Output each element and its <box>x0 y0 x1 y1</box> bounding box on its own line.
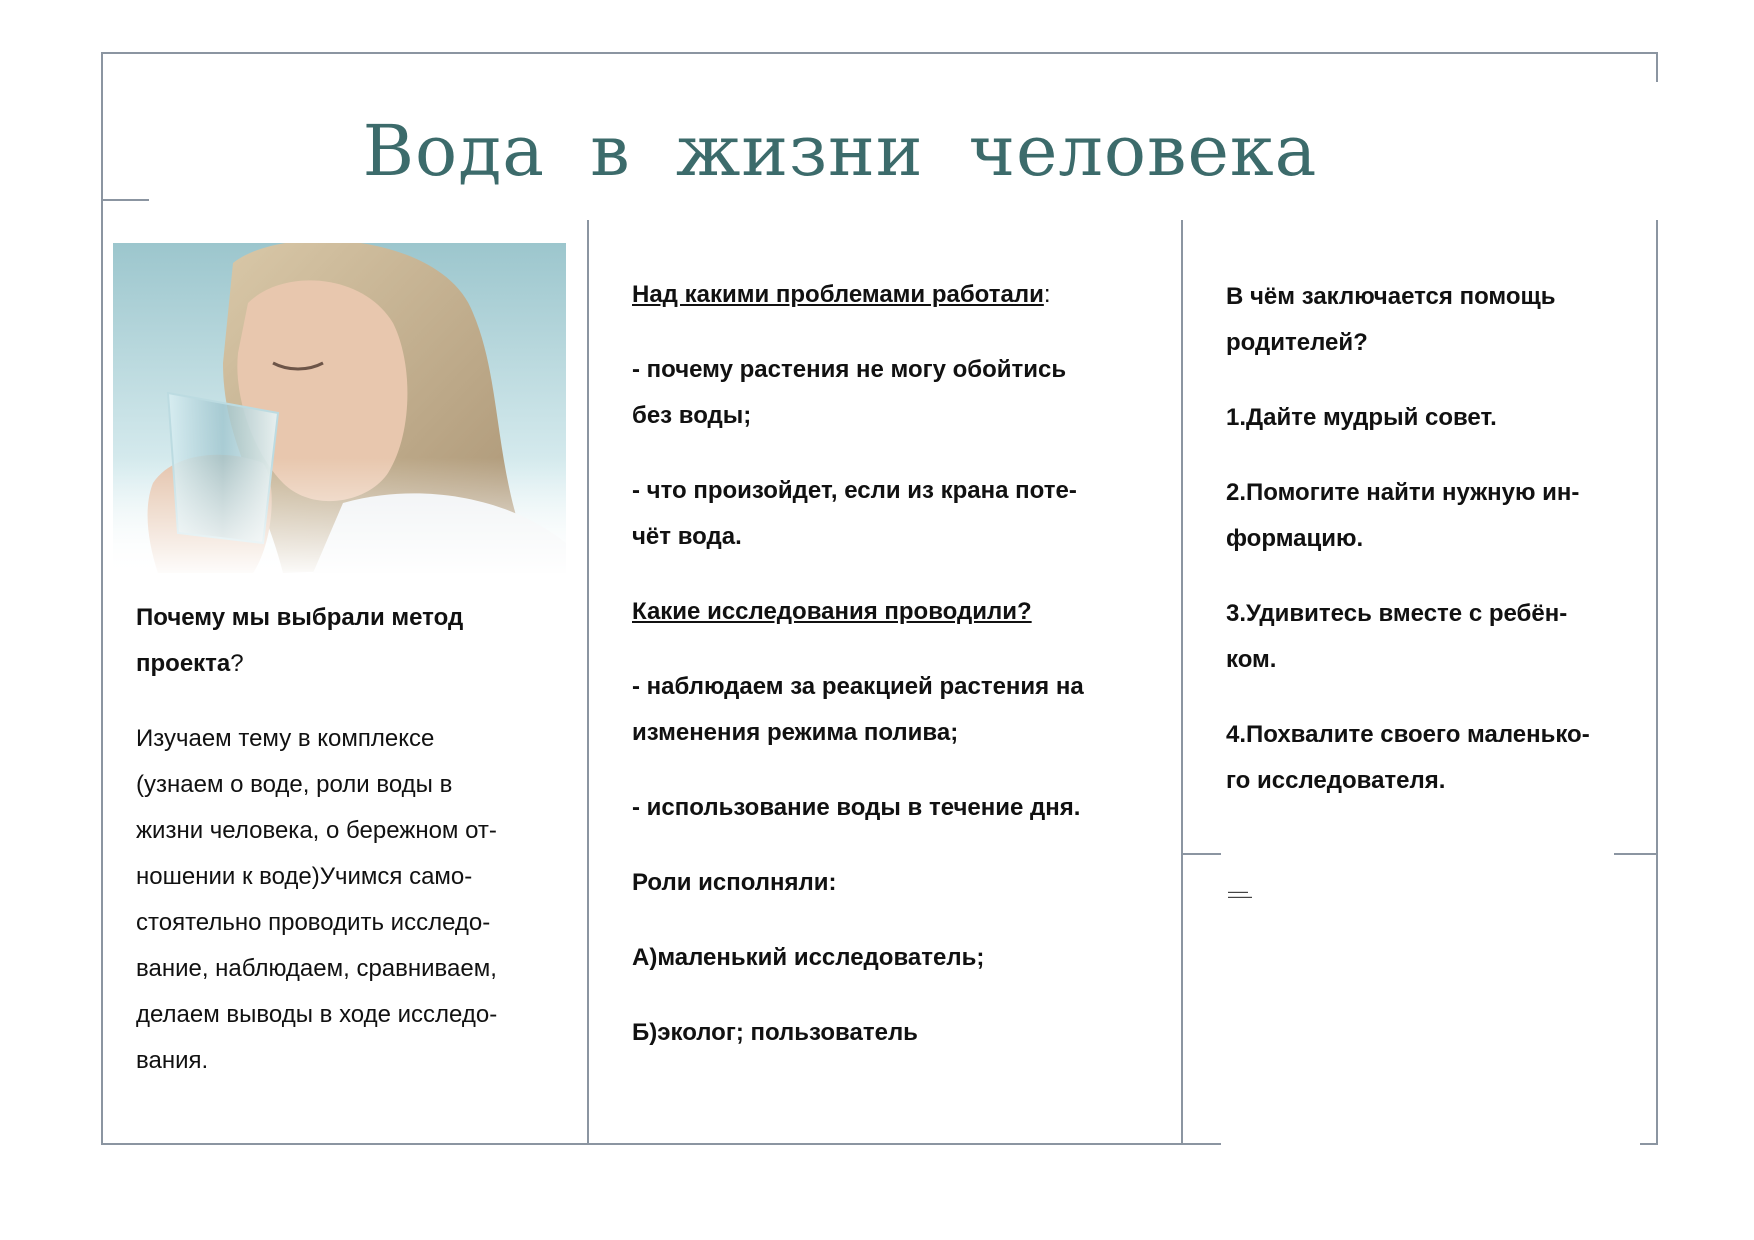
left-column <box>136 595 566 1113</box>
paragraph-line: вание, наблюдаем, сравниваем, <box>136 955 497 982</box>
tip-line: ком. <box>1226 646 1277 673</box>
parents-question <box>1226 274 1646 366</box>
right-column <box>1226 274 1646 833</box>
right-panel-line-left <box>1181 853 1221 855</box>
paragraph-line: делаем выводы в ходе исследо- <box>136 1001 498 1028</box>
tiny-footnote-mark: ▬▬▬▬▬ ▬▬▬▬▬▬ <box>1228 889 1252 899</box>
frame-left-line <box>101 52 103 1145</box>
question-line: родителей? <box>1226 329 1368 356</box>
problem-line: чёт вода. <box>632 523 742 550</box>
role-item: А)маленький исследователь; <box>632 944 985 971</box>
research-line: - наблюдаем за реакцией растения на <box>632 673 1084 700</box>
divider-right <box>1181 220 1183 1144</box>
method-paragraph <box>136 716 566 1084</box>
tip-line: формацию. <box>1226 525 1364 552</box>
tip-line: 1.Дайте мудрый совет. <box>1226 404 1497 431</box>
woman-drinking-water-photo <box>113 243 566 573</box>
role-item: Б)эколог; пользователь <box>632 1019 918 1046</box>
research-heading: Какие исследования проводили? <box>632 598 1032 625</box>
frame-bottom-line <box>101 1143 1221 1145</box>
method-question-text: Почему мы выбрали метод <box>136 604 464 631</box>
tip-line: 2.Помогите найти нужную ин- <box>1226 479 1580 506</box>
tip-line: 3.Удивитесь вместе с ребён- <box>1226 600 1568 627</box>
research-item <box>632 785 1152 831</box>
tip-item <box>1226 712 1646 804</box>
tip-line: го исследователя. <box>1226 767 1446 794</box>
paragraph-line: стоятельно проводить исследо- <box>136 909 491 936</box>
problems-heading: Над какими проблемами работали <box>632 281 1044 308</box>
title-corner-tick <box>101 199 149 201</box>
paragraph-line: жизни человека, о бережном от- <box>136 817 497 844</box>
problem-item <box>632 468 1152 560</box>
tip-line: 4.Похвалите своего маленько- <box>1226 721 1590 748</box>
research-line: - использование воды в течение дня. <box>632 794 1081 821</box>
frame-right-line <box>1656 220 1658 1144</box>
method-question-text: проекта <box>136 650 231 677</box>
paragraph-line: ношении к воде)Учимся само- <box>136 863 473 890</box>
problem-line: - что произойдет, если из крана поте- <box>632 477 1077 504</box>
research-heading-block <box>632 589 1152 635</box>
tip-item <box>1226 470 1646 562</box>
problems-heading-block <box>632 272 1152 318</box>
tip-item <box>1226 395 1646 441</box>
frame-top-line <box>101 52 1658 54</box>
right-panel-line-right <box>1614 853 1658 855</box>
question-line: В чём заключается помощь <box>1226 283 1556 310</box>
roles-heading: Роли исполняли: <box>632 869 837 896</box>
problem-item <box>632 347 1152 439</box>
page-title: Вода в жизни человека <box>362 110 1318 192</box>
research-line: изменения режима полива; <box>632 719 959 746</box>
tip-item <box>1226 591 1646 683</box>
photo-illustration <box>113 243 566 573</box>
frame-bottom-right-tick <box>1640 1143 1658 1145</box>
problem-line: - почему растения не могу обойтись <box>632 356 1067 383</box>
paragraph-line: Изучаем тему в комплексе <box>136 725 435 752</box>
research-item <box>632 664 1152 756</box>
paragraph-line: вания. <box>136 1047 209 1074</box>
frame-right-upper-line <box>1656 52 1658 82</box>
question-mark: ? <box>230 650 244 677</box>
paragraph-line: (узнаем о воде, роли воды в <box>136 771 453 798</box>
problem-line: без воды; <box>632 402 752 429</box>
problems-heading-colon: : <box>1043 281 1051 308</box>
method-question <box>136 595 566 687</box>
middle-column <box>632 272 1152 1085</box>
divider-left <box>587 220 589 1144</box>
